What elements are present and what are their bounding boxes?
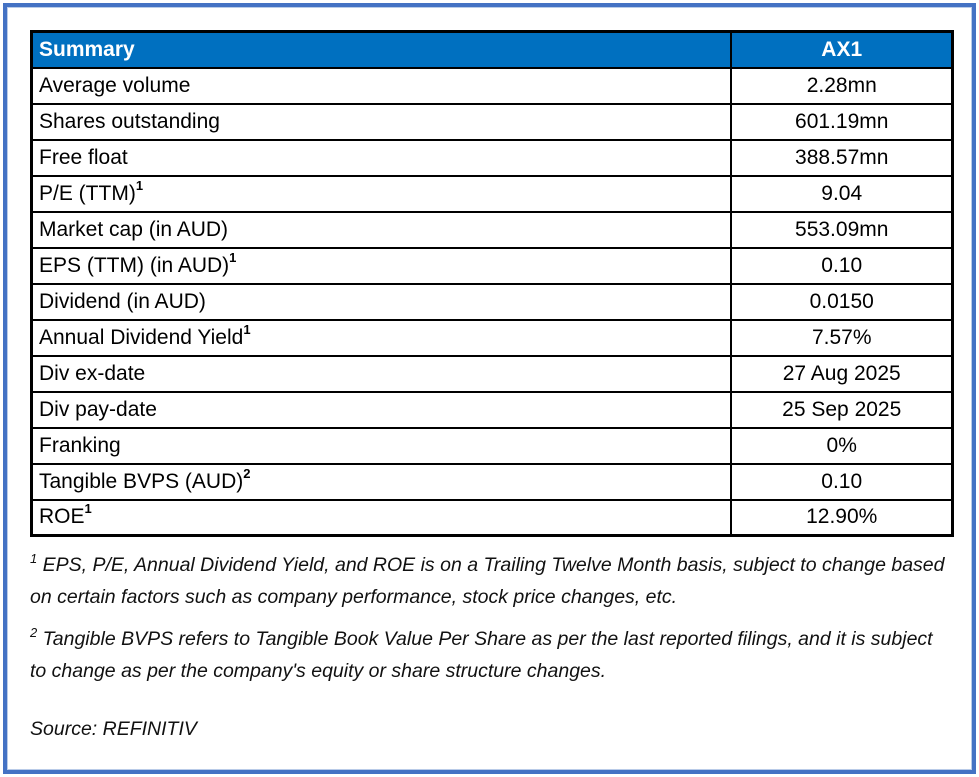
metric-value: 9.04 <box>731 176 952 212</box>
metric-label-text: Annual Dividend Yield <box>39 325 244 349</box>
summary-table <box>30 30 954 537</box>
source-line: Source: REFINITIV <box>30 718 197 740</box>
metric-label-text: Market cap (in AUD) <box>39 217 229 241</box>
metric-value: 0.10 <box>731 464 952 500</box>
metric-value: 601.19mn <box>731 104 952 140</box>
metric-label <box>32 104 732 140</box>
table-row-franking <box>32 428 953 464</box>
footnote-1 <box>30 549 954 613</box>
metric-value: 388.57mn <box>731 140 952 176</box>
metric-label <box>32 392 732 428</box>
metric-label-text: P/E (TTM) <box>39 181 136 205</box>
metric-label <box>32 248 732 284</box>
metric-value: 25 Sep 2025 <box>731 392 952 428</box>
metric-value: 0.10 <box>731 248 952 284</box>
table-row-roe <box>32 500 953 536</box>
footnote-2 <box>30 623 954 687</box>
table-row-average-volume <box>32 68 953 104</box>
footnote-marker: 1 <box>30 550 38 566</box>
metric-label <box>32 428 732 464</box>
metric-label-text: Franking <box>39 433 121 457</box>
metric-label-text: Tangible BVPS (AUD) <box>39 469 244 493</box>
table-row-div-pay-date <box>32 392 953 428</box>
footnote-text: Tangible BVPS refers to Tangible Book Value Per Share as per the last reported filings, and it is subject to change as per the company's equity or share structure changes. <box>30 628 933 682</box>
metric-label-text: Div pay-date <box>39 397 157 421</box>
table-row-market-cap <box>32 212 953 248</box>
metric-label-text: Shares outstanding <box>39 109 220 133</box>
metric-label-text: Average volume <box>39 73 191 97</box>
table-title: Summary <box>32 32 732 68</box>
footnote-ref: 1 <box>229 249 237 265</box>
footnote-ref: 2 <box>243 465 251 481</box>
metric-label <box>32 68 732 104</box>
table-header-row <box>32 32 953 68</box>
metric-label <box>32 212 732 248</box>
metric-label <box>32 356 732 392</box>
metric-value: 27 Aug 2025 <box>731 356 952 392</box>
ticker-header: AX1 <box>731 32 952 68</box>
metric-label-text: EPS (TTM) (in AUD) <box>39 253 230 277</box>
metric-value: 12.90% <box>731 500 952 536</box>
content-area <box>30 30 954 745</box>
table-row-shares-outstanding <box>32 104 953 140</box>
metric-value: 0% <box>731 428 952 464</box>
metric-value: 7.57% <box>731 320 952 356</box>
metric-label-text: Free float <box>39 145 128 169</box>
metric-label <box>32 500 732 536</box>
metric-label <box>32 284 732 320</box>
table-row-free-float <box>32 140 953 176</box>
metric-label-text: Div ex-date <box>39 361 146 385</box>
metric-value: 0.0150 <box>731 284 952 320</box>
table-row-eps-ttm <box>32 248 953 284</box>
table-row-tangible-bvps <box>32 464 953 500</box>
metric-value: 2.28mn <box>731 68 952 104</box>
metric-label-text: Dividend (in AUD) <box>39 289 206 313</box>
table-row-div-ex-date <box>32 356 953 392</box>
metric-label <box>32 320 732 356</box>
metric-label <box>32 464 732 500</box>
metric-label <box>32 176 732 212</box>
metric-label <box>32 140 732 176</box>
footnote-ref: 1 <box>243 321 251 337</box>
footnote-marker: 2 <box>30 624 38 640</box>
metric-label-text: ROE <box>39 505 85 529</box>
table-row-pe-ttm <box>32 176 953 212</box>
metric-value: 553.09mn <box>731 212 952 248</box>
footnotes-section <box>30 549 954 745</box>
footnote-ref: 1 <box>84 501 92 517</box>
table-row-dividend <box>32 284 953 320</box>
footnote-text: EPS, P/E, Annual Dividend Yield, and ROE is on a Trailing Twelve Month basis, subject to change based on certain factors such as company performance, stock price changes, etc. <box>30 554 945 608</box>
footnote-ref: 1 <box>135 177 144 193</box>
table-row-annual-dividend-yield <box>32 320 953 356</box>
